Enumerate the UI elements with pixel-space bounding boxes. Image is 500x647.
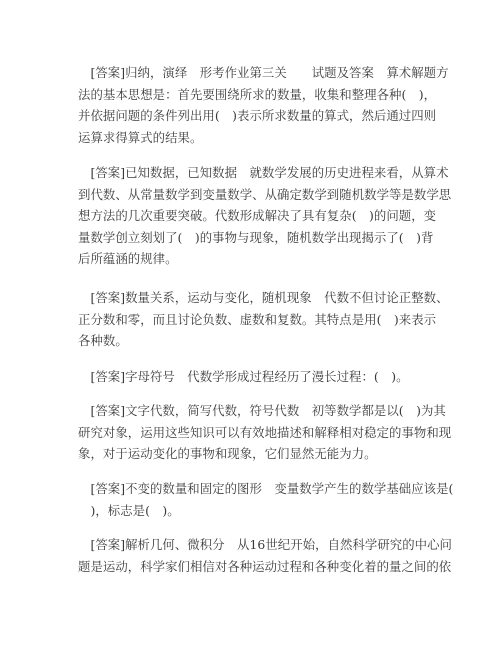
text-line: 象，对于运动变化的事物和现象，它们显然无能为力。	[78, 446, 377, 462]
answer-paragraph-1	[78, 62, 449, 148]
text-line: 各种数。	[78, 333, 128, 349]
text-line: 法的基本思想是：首先要围绕所求的数量，收集和整理各种( )，	[78, 86, 437, 102]
text-line: [答案]字母符号 代数学形成过程经历了漫长过程：( )。	[78, 369, 409, 384]
answer-paragraph-6	[78, 478, 454, 521]
text-line: 题是运动，科学家们相信对各种运动过程和各种变化着的量之间的依	[78, 558, 452, 574]
text-line: [答案]解析几何、微积分 从16世纪开始，自然科学研究的中心问	[78, 537, 452, 552]
answer-paragraph-4	[78, 366, 435, 388]
text-line: 正分数和零，而且讨论负数、虚数和复数。其特点是用( )来表示	[78, 311, 437, 327]
text-line: 想方法的几次重要突破。代数形成解决了具有复杂( )的问题，变	[78, 208, 437, 224]
text-line: [答案]不变的数量和固定的图形 变量数学产生的数学基础应该是(	[78, 481, 454, 496]
text-line: 运算求得算式的结果。	[78, 129, 203, 145]
text-line: [答案]归纳，演绎 形考作业第三关 试题及答案 算术解题方	[78, 65, 449, 80]
text-line: 后所蕴涵的规律。	[78, 251, 178, 267]
answer-paragraph-2	[78, 162, 452, 270]
text-line: [答案]文字代数，简写代数，符号代数 初等数学都是以( )为其	[78, 403, 446, 418]
text-line: [答案]数量关系，运动与变化，随机现象 代数不但讨论正整数、	[78, 290, 449, 305]
text-line: [答案]已知数据，已知数据 就数学发展的历史进程来看，从算术	[78, 165, 449, 180]
text-line: 量数学创立刻划了( )的事物与现象，随机数学出现揭示了( )背	[78, 229, 434, 245]
answer-paragraph-3	[78, 287, 449, 352]
text-line: )，标志是( )。	[78, 502, 180, 518]
text-line: 到代数、从常量数学到变量数学、从确定数学到随机数学等是数学思	[78, 186, 452, 202]
text-line: 并依据问题的条件列出用( )表示所求数量的算式，然后通过四则	[78, 108, 437, 124]
answer-paragraph-7	[78, 534, 452, 577]
text-line: 研究对象，运用这些知识可以有效地描述和解释相对稳定的事物和现	[78, 424, 452, 440]
answer-paragraph-5	[78, 400, 452, 465]
